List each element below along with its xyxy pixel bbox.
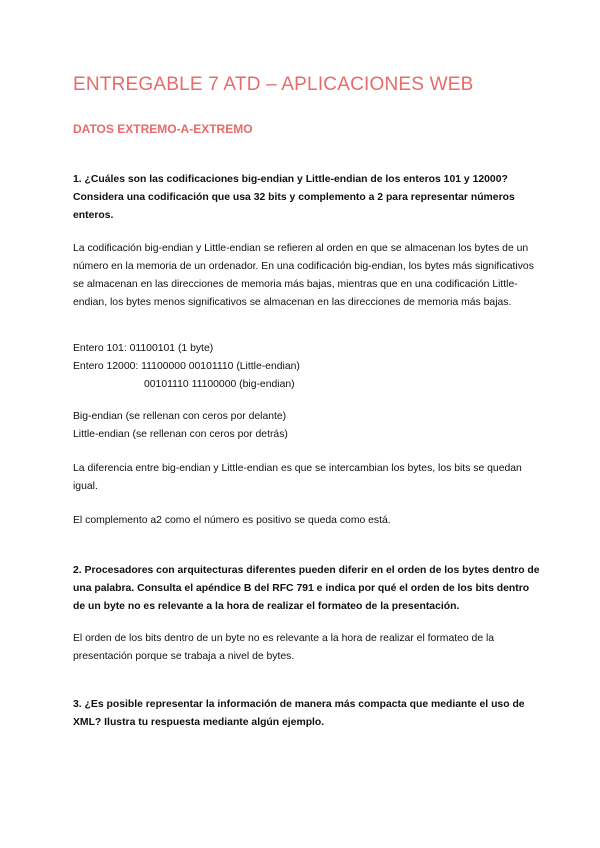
complement-paragraph: El complemento a2 como el número es positivo se queda como está. [73, 515, 391, 526]
question-2: 2. Procesadores con arquitecturas diferentes pueden diferir en el orden de los bytes dentro de una palabra. Consulta el apéndice B del RFC 791 e indica por qué el orden de los bits dentro de un byte no es relevante a la hora de realizar el formateo de la presentación. [73, 565, 540, 612]
big-endian-note: Big-endian (se rellenan con ceros por delante) [73, 411, 287, 422]
little-endian-note: Little-endian (se rellenan con ceros por detrás) [73, 429, 288, 440]
question-1: 1. ¿Cuáles son las codificaciones big-endian y Little-endian de los enteros 101 y 12000? Considera una codificación que usa 32 bits y complemento a 2 para representar números enteros. [73, 174, 515, 221]
answer-2-paragraph: El orden de los bits dentro de un byte no es relevante a la hora de realizar el formateo de la presentación porque se trabaja a nivel de bytes. [73, 633, 495, 662]
integer-101-line: Entero 101: 01100101 (1 byte) [73, 343, 214, 354]
integer-12000-little-endian-line: Entero 12000: 11100000 00101110 (Little-endian) [73, 361, 300, 372]
section-title: DATOS EXTREMO-A-EXTREMO [73, 122, 253, 136]
answer-1-paragraph: La codificación big-endian y Little-endian se refieren al orden en que se almacenan los bytes de un número en la memoria de un ordenador. En una codificación big-endian, los bytes más significativos se almacenan en las direcciones de memoria más bajas, mientras que en una codificación Little-endian, los bytes menos significativos se almacenan en las direcciones de memoria más bajas. [73, 243, 534, 308]
integer-12000-big-endian-line: 00101110 11100000 (big-endian) [144, 379, 295, 390]
document-title: ENTREGABLE 7 ATD – APLICACIONES WEB [73, 74, 474, 95]
difference-paragraph: La diferencia entre big-endian y Little-endian es que se intercambian los bytes, los bits se quedan igual. [73, 463, 522, 492]
question-3: 3. ¿Es posible representar la información de manera más compacta que mediante el uso de XML? Ilustra tu respuesta mediante algún ejemplo. [73, 699, 525, 728]
